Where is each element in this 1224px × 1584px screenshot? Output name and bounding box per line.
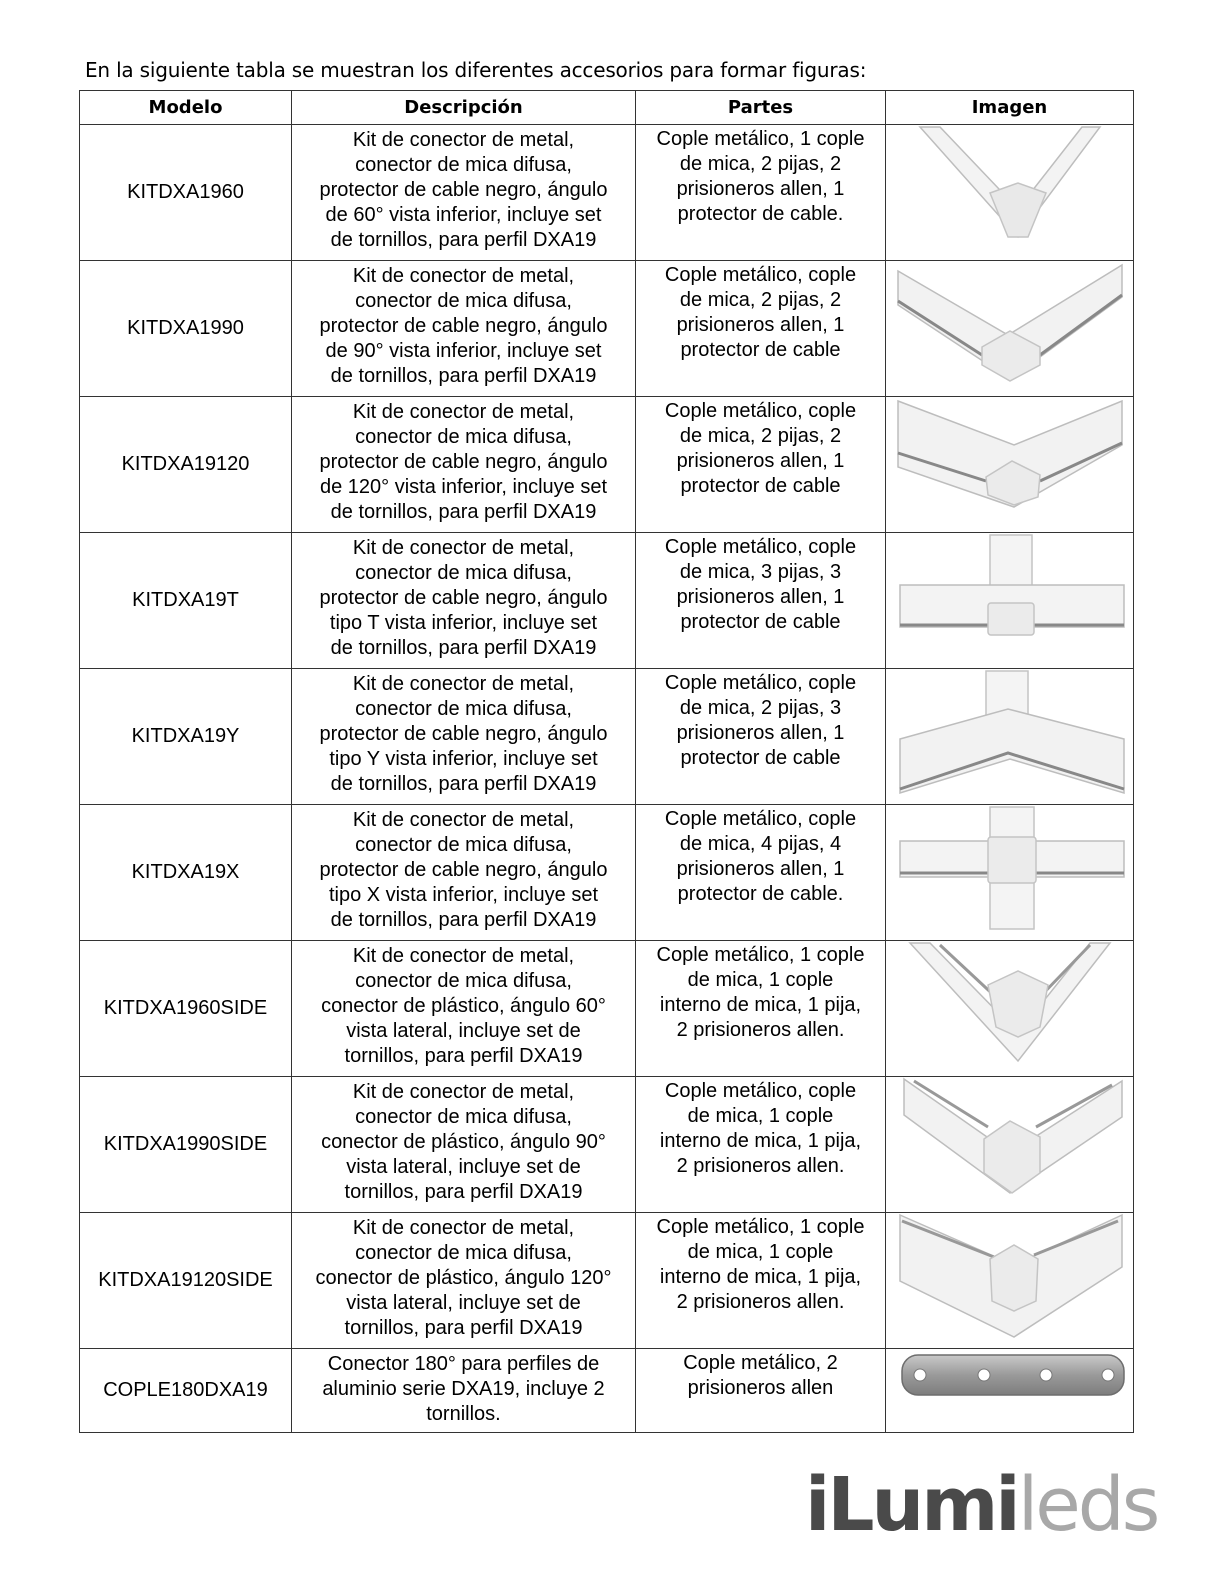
parts-cell: Cople metálico, 1 cople de mica, 1 cople interno de mica, 1 pija, 2 prisioneros allen. (636, 1213, 886, 1349)
connector-t-icon (890, 533, 1130, 659)
parts-cell: Cople metálico, 1 cople de mica, 2 pijas, 2 prisioneros allen, 1 protector de cable. (636, 125, 886, 261)
image-cell (886, 805, 1134, 941)
image-cell (886, 397, 1134, 533)
model-cell: KITDXA19T (80, 533, 292, 669)
image-cell (886, 1213, 1134, 1349)
connector-90-side-icon (890, 1077, 1130, 1203)
header-imagen: Imagen (886, 91, 1134, 125)
description-cell: Kit de conector de metal, conector de mica difusa, protector de cable negro, ángulo de 60° vista inferior, incluye set de tornillos, para perfil DXA19 (292, 125, 636, 261)
parts-cell: Cople metálico, 2 prisioneros allen (636, 1349, 886, 1433)
header-descripcion: Descripción (292, 91, 636, 125)
model-cell: KITDXA1960SIDE (80, 941, 292, 1077)
connector-120-icon (890, 397, 1130, 523)
description-cell: Kit de conector de metal, conector de mica difusa, protector de cable negro, ángulo de 120° vista inferior, incluye set de tornillos, para perfil DXA19 (292, 397, 636, 533)
image-cell (886, 125, 1134, 261)
image-cell (886, 1349, 1134, 1433)
model-cell: KITDXA1990SIDE (80, 1077, 292, 1213)
connector-y-icon (890, 669, 1130, 795)
description-cell: Kit de conector de metal, conector de mica difusa, protector de cable negro, ángulo tipo Y vista inferior, incluye set de tornillos, para perfil DXA19 (292, 669, 636, 805)
table-row (80, 941, 1134, 1077)
logo-part1: iLumi (805, 1462, 1018, 1548)
model-cell: KITDXA1990 (80, 261, 292, 397)
image-cell (886, 669, 1134, 805)
intro-text: En la siguiente tabla se muestran los diferentes accesorios para formar figuras: (85, 58, 867, 82)
image-cell (886, 941, 1134, 1077)
parts-cell: Cople metálico, cople de mica, 2 pijas, 2 prisioneros allen, 1 protector de cable (636, 261, 886, 397)
image-cell (886, 533, 1134, 669)
connector-60-side-icon (890, 941, 1130, 1067)
parts-cell: Cople metálico, 1 cople de mica, 1 cople interno de mica, 1 pija, 2 prisioneros allen. (636, 941, 886, 1077)
ilumileds-logo (805, 1462, 1158, 1548)
model-cell: KITDXA19120SIDE (80, 1213, 292, 1349)
table-row (80, 533, 1134, 669)
connector-90-icon (890, 261, 1130, 387)
table-row (80, 1077, 1134, 1213)
logo-part2: leds (1017, 1462, 1158, 1548)
description-cell: Conector 180° para perfiles de aluminio serie DXA19, incluye 2 tornillos. (292, 1349, 636, 1433)
description-cell: Kit de conector de metal, conector de mica difusa, protector de cable negro, ángulo tipo X vista inferior, incluye set de tornillos, para perfil DXA19 (292, 805, 636, 941)
table-row (80, 261, 1134, 397)
description-cell: Kit de conector de metal, conector de mica difusa, protector de cable negro, ángulo tipo T vista inferior, incluye set de tornillos, para perfil DXA19 (292, 533, 636, 669)
parts-cell: Cople metálico, cople de mica, 2 pijas, 2 prisioneros allen, 1 protector de cable (636, 397, 886, 533)
table-row (80, 805, 1134, 941)
parts-cell: Cople metálico, cople de mica, 4 pijas, 4 prisioneros allen, 1 protector de cable. (636, 805, 886, 941)
model-cell: KITDXA1960 (80, 125, 292, 261)
model-cell: KITDXA19Y (80, 669, 292, 805)
table-header-row (80, 91, 1134, 125)
image-cell (886, 1077, 1134, 1213)
table-row (80, 397, 1134, 533)
table-row (80, 1349, 1134, 1433)
model-cell: KITDXA19X (80, 805, 292, 941)
description-cell: Kit de conector de metal, conector de mica difusa, conector de plástico, ángulo 90° vista lateral, incluye set de tornillos, para perfil DXA19 (292, 1077, 636, 1213)
model-cell: KITDXA19120 (80, 397, 292, 533)
model-cell: COPLE180DXA19 (80, 1349, 292, 1433)
description-cell: Kit de conector de metal, conector de mica difusa, conector de plástico, ángulo 60° vista lateral, incluye set de tornillos, para perfil DXA19 (292, 941, 636, 1077)
image-cell (886, 261, 1134, 397)
table-row (80, 125, 1134, 261)
header-modelo: Modelo (80, 91, 292, 125)
table-row (80, 669, 1134, 805)
description-cell: Kit de conector de metal, conector de mica difusa, conector de plástico, ángulo 120° vista lateral, incluye set de tornillos, para perfil DXA19 (292, 1213, 636, 1349)
coupler-plate-icon (890, 1349, 1130, 1409)
header-partes: Partes (636, 91, 886, 125)
parts-cell: Cople metálico, cople de mica, 1 cople interno de mica, 1 pija, 2 prisioneros allen. (636, 1077, 886, 1213)
connector-x-icon (890, 805, 1130, 931)
table-row (80, 1213, 1134, 1349)
connector-120-side-icon (890, 1213, 1130, 1339)
parts-cell: Cople metálico, cople de mica, 3 pijas, 3 prisioneros allen, 1 protector de cable (636, 533, 886, 669)
connector-60-icon (890, 125, 1130, 251)
description-cell: Kit de conector de metal, conector de mica difusa, protector de cable negro, ángulo de 90° vista inferior, incluye set de tornillos, para perfil DXA19 (292, 261, 636, 397)
parts-cell: Cople metálico, cople de mica, 2 pijas, 3 prisioneros allen, 1 protector de cable (636, 669, 886, 805)
accessories-table (79, 90, 1134, 1433)
